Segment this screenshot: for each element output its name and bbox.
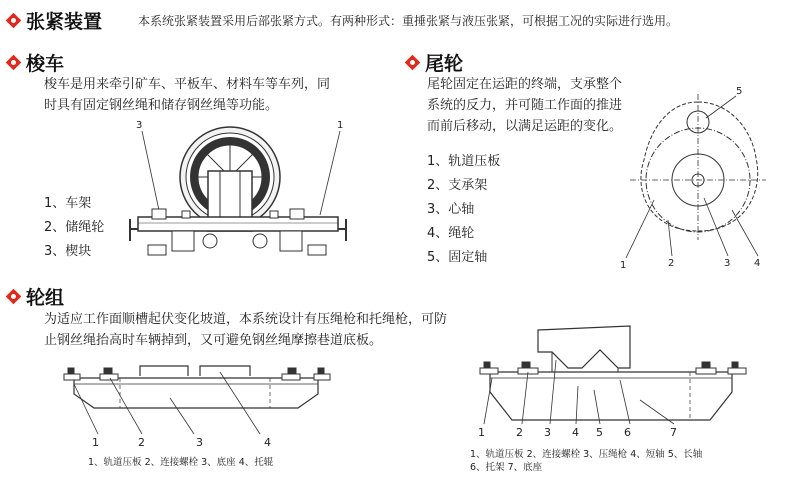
- callout-label: 5: [596, 426, 603, 439]
- callout-label: 3: [544, 426, 551, 439]
- callout-label: 1: [337, 120, 344, 131]
- list-item: 1、轨道压板: [427, 154, 501, 169]
- tail-desc-line: 系统的反力，并可随工作面的推进: [427, 98, 623, 113]
- shuttle-desc-line: 时具有固定钢丝绳和储存钢丝绳等功能。: [44, 98, 279, 113]
- callout-label: 1: [620, 260, 627, 271]
- wheelset-right-caption: [470, 448, 702, 474]
- section-marker-icon: [6, 289, 22, 305]
- shuttle-title: 梭车: [26, 53, 65, 75]
- callout-label: 3: [136, 120, 143, 131]
- callout-label: 3: [724, 258, 731, 269]
- tail-title: 尾轮: [425, 53, 464, 75]
- callout-label: 4: [754, 258, 761, 269]
- wheelset-left-diagram: [60, 358, 340, 448]
- tail-desc-line: 尾轮固定在运距的终端，支承整个: [427, 77, 623, 92]
- callout-label: 3: [196, 436, 203, 448]
- callout-label: 5: [736, 86, 743, 97]
- shuttle-desc: [44, 74, 384, 116]
- section-marker-icon: [6, 55, 22, 71]
- wheelset-title: 轮组: [26, 287, 65, 309]
- wheelset-desc-line: 为适应工作面顺槽起伏变化坡道，本系统设计有压绳枪和托绳枪，可防: [44, 312, 448, 327]
- list-item: 2、支承架: [427, 178, 488, 193]
- tension-intro: 本系统张紧装置采用后部张紧方式。有两种形式：重捶张紧与液压张紧，可根据工况的实际进行选用。: [138, 14, 679, 28]
- callout-label: 4: [572, 426, 579, 439]
- list-item: 1、车架: [44, 196, 92, 211]
- shuttle-car-diagram: [120, 115, 360, 265]
- wheelset-left-caption: 1、轨道压板 2、连接螺栓 3、底座 4、托辊: [88, 457, 274, 468]
- callout-label: 7: [670, 426, 677, 439]
- callout-label: 2: [668, 258, 675, 269]
- caption-line: 1、轨道压板 2、连接螺栓 3、压绳枪 4、短轴 5、长轴: [470, 449, 703, 460]
- list-item: 3、楔块: [44, 244, 92, 259]
- callout-label: 2: [516, 426, 523, 439]
- callout-label: 6: [624, 426, 631, 439]
- section-marker-icon: [6, 13, 22, 29]
- section-marker-icon: [405, 55, 421, 71]
- tail-wheel-diagram: [610, 80, 780, 275]
- callout-label: 2: [138, 436, 145, 448]
- tail-desc-line: 而前后移动，以满足运距的变化。: [427, 119, 623, 134]
- shuttle-desc-line: 梭车是用来牵引矿车、平板车、材料车等车列，同: [44, 77, 331, 92]
- callout-label: 1: [92, 436, 99, 448]
- tail-parts-list: [427, 150, 500, 270]
- wheelset-desc: [44, 309, 504, 351]
- list-item: 4、绳轮: [427, 226, 475, 241]
- shuttle-parts-list: [44, 192, 104, 264]
- tension-title: 张紧装置: [26, 11, 103, 33]
- wheelset-desc-line: 止钢丝绳抬高时车辆掉到，又可避免钢丝绳摩擦巷道底板。: [44, 333, 383, 348]
- wheelset-right-diagram: [470, 320, 770, 450]
- list-item: 5、固定轴: [427, 250, 488, 265]
- callout-label: 1: [478, 426, 485, 439]
- caption-line: 6、托架 7、底座: [470, 462, 543, 473]
- list-item: 2、储绳轮: [44, 220, 105, 235]
- callout-label: 4: [264, 436, 271, 448]
- list-item: 3、心轴: [427, 202, 475, 217]
